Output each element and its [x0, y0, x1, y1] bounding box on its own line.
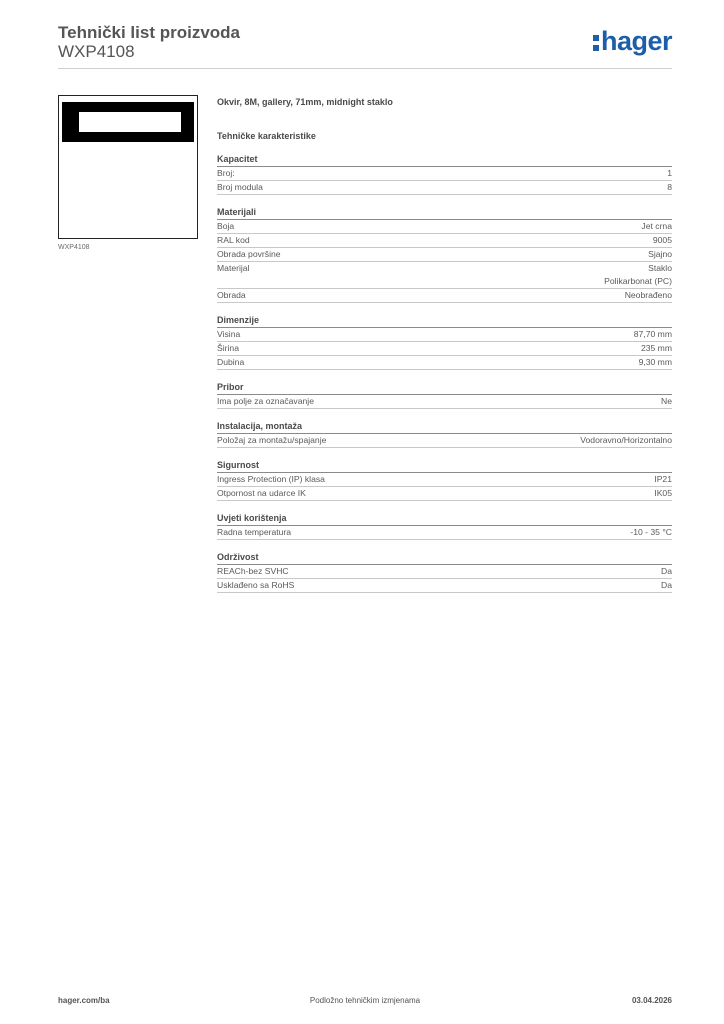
- logo-text: hager: [600, 26, 672, 56]
- section-title: Održivost: [217, 550, 672, 565]
- section-title: Sigurnost: [217, 458, 672, 473]
- spec-row: [217, 434, 672, 448]
- product-code: WXP4108: [58, 42, 135, 61]
- spec-section: [217, 511, 672, 540]
- spec-row: [217, 565, 672, 579]
- spec-label: Ingress Protection (IP) klasa: [217, 474, 325, 484]
- spec-label: Dubina: [217, 357, 245, 367]
- spec-value: 8: [667, 182, 672, 192]
- spec-label: Položaj za montažu/spajanje: [217, 435, 327, 445]
- spec-row: [217, 395, 672, 409]
- specs-heading: Tehničke karakteristike: [217, 131, 316, 141]
- product-image: [58, 95, 198, 239]
- frame-band: [62, 102, 194, 142]
- section-title: Instalacija, montaža: [217, 419, 672, 434]
- image-caption: WXP4108: [58, 244, 90, 251]
- spec-value: Jet crna: [641, 221, 672, 231]
- spec-row: [217, 356, 672, 370]
- spec-row: [217, 262, 672, 289]
- spec-section: [217, 550, 672, 593]
- spec-row: [217, 473, 672, 487]
- spec-label: Obrada površine: [217, 249, 281, 259]
- spec-value: Staklo Polikarbonat (PC): [604, 263, 672, 286]
- spec-section: [217, 380, 672, 409]
- spec-value: Sjajno: [648, 249, 672, 259]
- spec-row: [217, 526, 672, 540]
- spec-value: 1: [667, 168, 672, 178]
- spec-row: [217, 289, 672, 303]
- spec-section: [217, 313, 672, 370]
- spec-section: [217, 458, 672, 501]
- spec-label: RAL kod: [217, 235, 250, 245]
- spec-label: Širina: [217, 343, 239, 353]
- spec-label: Materijal: [217, 263, 250, 273]
- spec-section: [217, 419, 672, 448]
- section-title: Kapacitet: [217, 152, 672, 167]
- spec-value: Vodoravno/Horizontalno: [580, 435, 672, 445]
- document-title: Tehnički list proizvoda: [58, 23, 240, 42]
- footer-date: 03.04.2026: [631, 996, 672, 1005]
- spec-label: Boja: [217, 221, 235, 231]
- spec-value: 9,30 mm: [638, 357, 672, 367]
- spec-label: Broj:: [217, 168, 235, 178]
- spec-value: IP21: [654, 474, 672, 484]
- spec-label: Broj modula: [217, 182, 263, 192]
- spec-row: [217, 342, 672, 356]
- spec-value: -10 - 35 °C: [630, 527, 672, 537]
- spec-label: REACh-bez SVHC: [217, 566, 289, 576]
- spec-value: Da: [661, 580, 672, 590]
- spec-row: [217, 248, 672, 262]
- spec-label: Usklađeno sa RoHS: [217, 580, 295, 590]
- spec-value: Ne: [661, 396, 672, 406]
- spec-value: 235 mm: [640, 343, 672, 353]
- spec-label: Radna temperatura: [217, 527, 292, 537]
- section-title: Materijali: [217, 205, 672, 220]
- footer-notice: Podložno tehničkim izmjenama: [309, 996, 421, 1005]
- spec-row: [217, 234, 672, 248]
- page-footer: [58, 996, 672, 1010]
- footer-website[interactable]: hager.com/ba: [58, 996, 110, 1005]
- spec-section: [217, 152, 672, 195]
- spec-row: [217, 328, 672, 342]
- spec-value: 87,70 mm: [633, 329, 672, 339]
- product-name: Okvir, 8M, gallery, 71mm, midnight staklo: [217, 97, 393, 107]
- specifications: [217, 96, 672, 593]
- logo-dots-icon: [593, 33, 599, 53]
- spec-value: Neobrađeno: [624, 290, 672, 300]
- spec-label: Visina: [217, 329, 241, 339]
- section-title: Uvjeti korištenja: [217, 511, 672, 526]
- spec-value: 9005: [652, 235, 672, 245]
- hager-logo: [593, 26, 672, 56]
- spec-row: [217, 181, 672, 195]
- spec-label: Otpornost na udarce IK: [217, 488, 306, 498]
- section-title: Pribor: [217, 380, 672, 395]
- spec-row: [217, 167, 672, 181]
- spec-section: [217, 205, 672, 303]
- spec-label: Obrada: [217, 290, 246, 300]
- spec-label: Ima polje za označavanje: [217, 396, 314, 406]
- page-header: [58, 20, 672, 69]
- spec-row: [217, 487, 672, 501]
- frame-window: [79, 112, 181, 132]
- spec-row: [217, 220, 672, 234]
- spec-value: IK05: [654, 488, 672, 498]
- spec-value: Da: [661, 566, 672, 576]
- spec-row: [217, 579, 672, 593]
- section-title: Dimenzije: [217, 313, 672, 328]
- spec-sections: [217, 152, 672, 593]
